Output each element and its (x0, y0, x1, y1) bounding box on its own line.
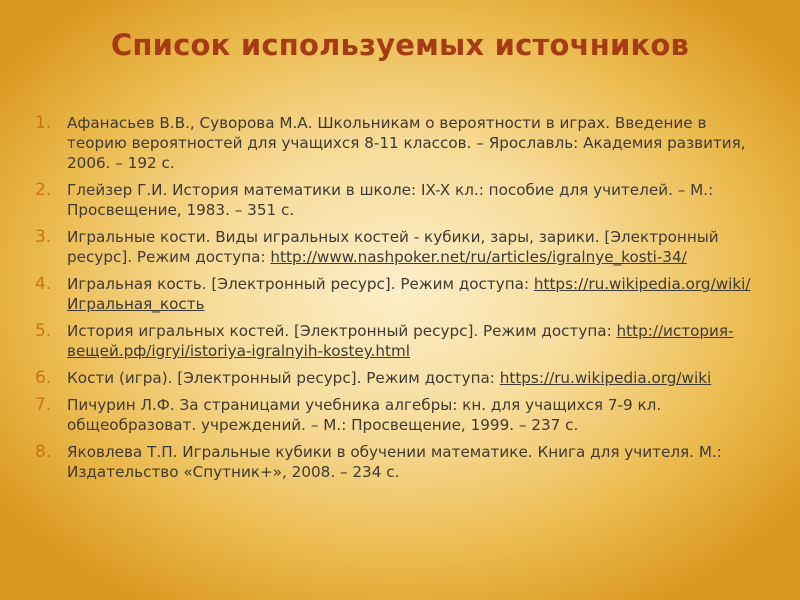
slide-title: Список используемых источников (110, 28, 690, 62)
source-number: 3. (35, 227, 52, 247)
source-description: Игральные кости. Виды игральных костей - кубики, зары, зарики. [Электронный ресурс]. Режим доступа: (67, 228, 719, 266)
source-text (67, 180, 765, 220)
source-item (35, 227, 765, 267)
source-description: Яковлева Т.П. Игральные кубики в обучении математике. Книга для учителя. М.: Издательство «Спутник+», 2008. – 234 с. (67, 443, 722, 481)
source-description: Афанасьев В.В., Суворова М.А. Школьникам о вероятности в играх. Введение в теорию вероятностей для учащихся 8-11 классов. – Ярославль: Академия развития, 2006. – 192 с. (67, 114, 746, 172)
source-item (35, 180, 765, 220)
source-description: Глейзер Г.И. История математики в школе: IX-X кл.: пособие для учителей. – М.: Просвещение, 1983. – 351 с. (67, 181, 714, 219)
source-number: 7. (35, 395, 52, 415)
source-description: Игральная кость. [Электронный ресурс]. Режим доступа: (67, 275, 534, 293)
source-description: Кости (игра). [Электронный ресурс]. Режим доступа: (67, 369, 500, 387)
source-number: 1. (35, 113, 52, 133)
source-text (67, 321, 765, 361)
source-item (35, 442, 765, 482)
source-item (35, 368, 765, 388)
source-link[interactable]: http://история-вещей.рф/igryi/istoriya-igralnyih-kostey.html (67, 322, 734, 360)
source-number: 2. (35, 180, 52, 200)
source-text (67, 368, 765, 388)
source-number: 6. (35, 368, 52, 388)
source-text (67, 227, 765, 267)
source-text (67, 274, 765, 314)
source-description: Пичурин Л.Ф. За страницами учебника алгебры: кн. для учащихся 7-9 кл. общеобразоват. учреждений. – М.: Просвещение, 1999. – 237 с. (67, 396, 662, 434)
source-link[interactable]: https://ru.wikipedia.org/wiki (499, 369, 712, 387)
source-item (35, 274, 765, 314)
source-description: История игральных костей. [Электронный ресурс]. Режим доступа: (67, 322, 617, 340)
source-text (67, 113, 765, 173)
source-number: 8. (35, 442, 52, 462)
source-number: 5. (35, 321, 52, 341)
source-link[interactable]: https://ru.wikipedia.org/wiki/Игральная_кость (67, 275, 751, 313)
source-number: 4. (35, 274, 52, 294)
source-text (67, 442, 765, 482)
source-link[interactable]: http://www.nashpoker.net/ru/articles/igralnye_kosti-34/ (270, 248, 687, 266)
source-item (35, 395, 765, 435)
source-item (35, 321, 765, 361)
source-item (35, 113, 765, 173)
source-text (67, 395, 765, 435)
sources-list (35, 113, 765, 489)
